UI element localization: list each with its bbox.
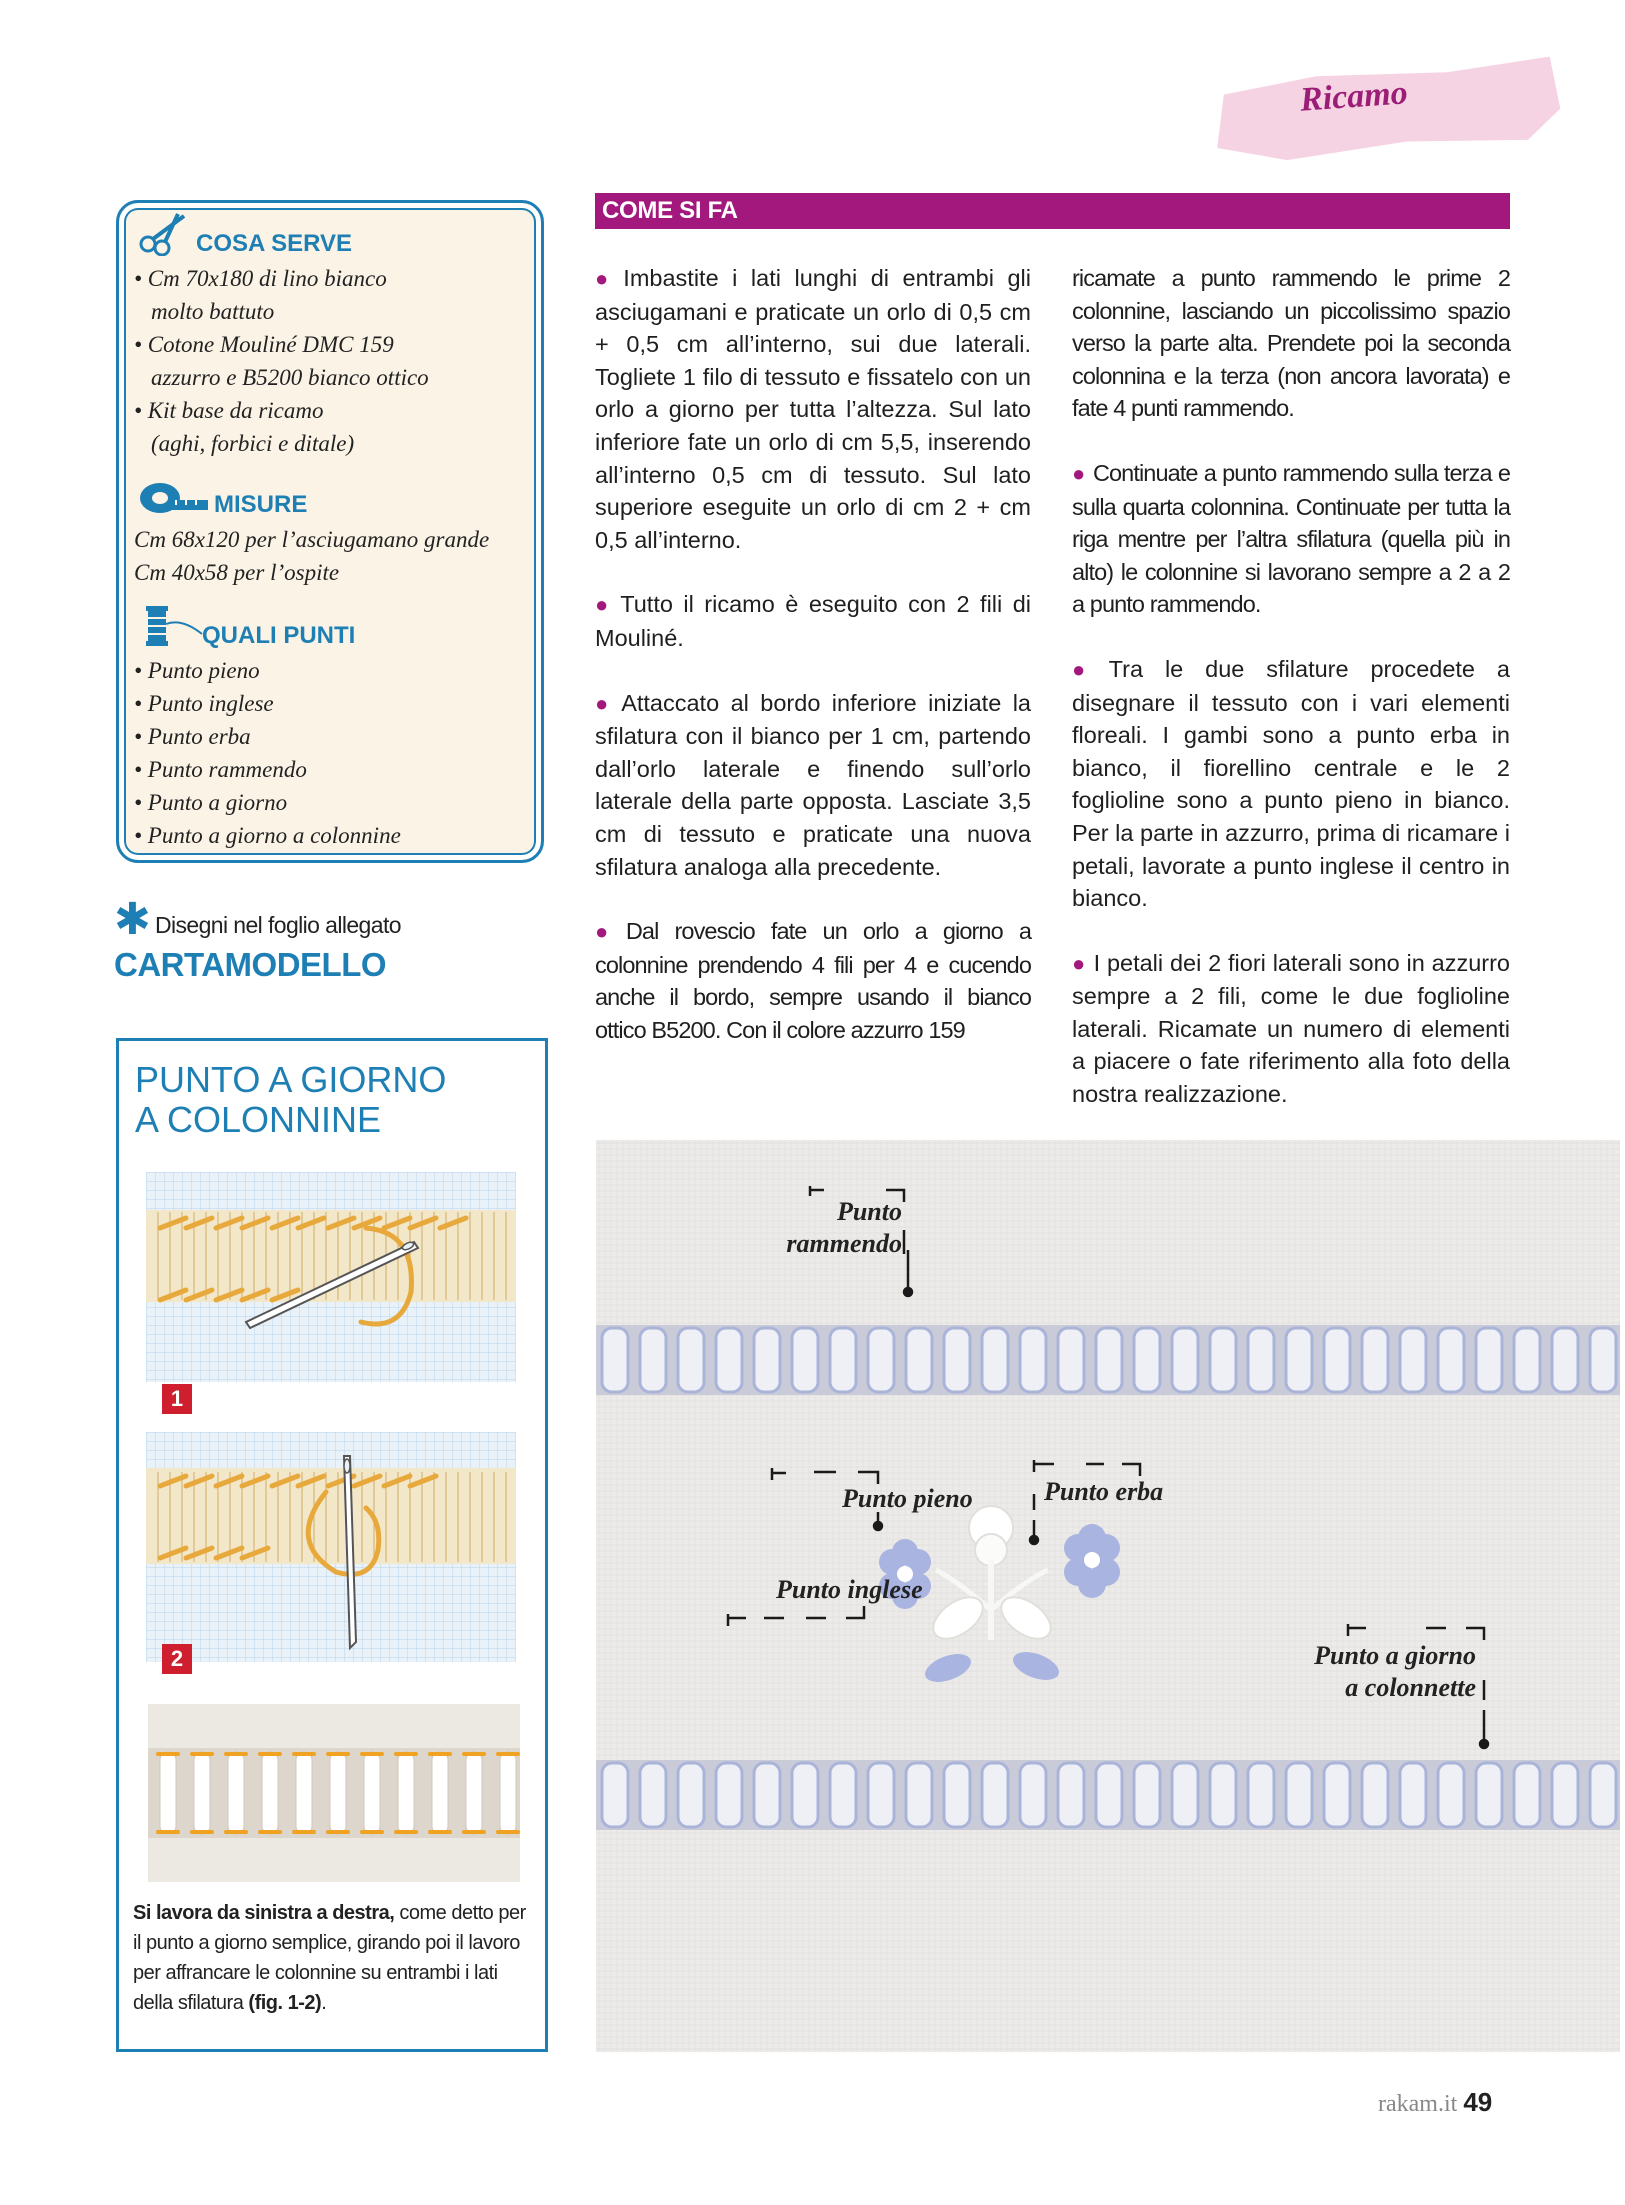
guide-title-line: A COLONNINE xyxy=(135,1099,382,1140)
quali-punti-heading: QUALI PUNTI xyxy=(202,622,356,649)
label-punto-inglese: Punto inglese xyxy=(776,1575,923,1604)
stitch-list-item: • Punto pieno xyxy=(134,658,260,683)
guide-caption xyxy=(133,1898,533,2018)
guide-caption-text: come detto per il punto a giorno semplice, girando poi il lavoro per affrancare le colonnine su entrambi i lati della sfilatura xyxy=(133,1902,526,2014)
stitch-illustration-step-2 xyxy=(146,1432,516,1667)
step-number-2: 2 xyxy=(162,1644,192,1674)
method-column-1 xyxy=(595,262,1031,1078)
bullet-icon: ● xyxy=(595,592,613,618)
tape-measure-icon xyxy=(138,480,210,521)
method-paragraph: ● Tutto il ricamo è eseguito con 2 fili di Mouliné. xyxy=(595,591,1031,651)
method-paragraph: ● Imbastite i lati lunghi di entrambi gli asciugamani e praticate un orlo di 0,5 cm + 0,5 cm all’interno, sui due laterali. Togliete 1 filo di tessuto e fissatelo con un orlo a giorno per tutta l’altezza. Sul lato inferiore fate un orlo di cm 5,5, inserendo all’interno 0,5 cm di tessuto. Sul lato superiore eseguite un orlo di cm 2 + cm 0,5 all’interno. xyxy=(595,265,1032,553)
supply-line: (aghi, forbici e ditale) xyxy=(151,431,355,456)
page-number: 49 xyxy=(1463,2087,1493,2117)
stitch-list-item: • Punto rammendo xyxy=(134,757,307,782)
guide-title xyxy=(135,1060,446,1140)
bullet-icon: ● xyxy=(595,919,618,945)
scissors-icon xyxy=(138,212,190,261)
step-number-1: 1 xyxy=(162,1384,192,1414)
label-punto-rammendo-line2: rammendo xyxy=(786,1229,902,1258)
section-tag-label: Ricamo xyxy=(1298,74,1409,119)
method-column-2 xyxy=(1072,262,1510,1143)
asterisk-icon: ✱ xyxy=(114,895,151,944)
bullet-icon: ● xyxy=(1072,950,1086,976)
guide-title-line: PUNTO A GIORNO xyxy=(135,1059,447,1100)
cartamodello-title: CARTAMODELLO xyxy=(114,946,387,983)
method-header: COME SI FA xyxy=(602,197,738,224)
page-folio xyxy=(1378,2087,1492,2118)
label-punto-pieno: Punto pieno xyxy=(842,1484,973,1513)
label-punto-a-giorno: Punto a giorno a colonnette xyxy=(1314,1641,1476,1702)
bullet-icon: ● xyxy=(1072,656,1101,682)
site-name: rakam.it xyxy=(1378,2091,1458,2117)
misure-heading: MISURE xyxy=(214,491,308,518)
supply-line: • Cm 70x180 di lino bianco xyxy=(134,266,387,291)
guide-caption-bold: Si lavora da sinistra a destra, xyxy=(133,1902,395,1924)
method-paragraph: ● I petali dei 2 fiori laterali sono in azzurro sempre a 2 fili, come le due foglioline laterali. Ricamate un numero di elementi a piacere o fate riferimento alla foto della nostra realizzazione. xyxy=(1072,949,1510,1108)
supply-line: • Kit base da ricamo xyxy=(134,398,324,423)
guide-caption-end: . xyxy=(321,1992,327,2014)
bullet-icon: ● xyxy=(595,266,616,291)
method-paragraph: ● Tra le due sfilature procedete a disegnare il tessuto con i vari elementi floreali. I gambi sono a punto erba in bianco, il fiorellino centrale e le 2 foglioline sono a punto pieno in bianco. Per la parte in azzurro, prima di ricamare i petali, lavorate a punto inglese il centro in bianco. xyxy=(1072,655,1510,912)
method-paragraph: ● Attaccato al bordo inferiore iniziate la sfilatura con il bianco per 1 cm, partendo dall’orlo laterale e finendo sull’orlo laterale della parte opposta. Lasciate 3,5 cm di tessuto e praticate una nuova sfilatura analoga alla precedente. xyxy=(595,689,1031,880)
cosa-serve-heading: COSA SERVE xyxy=(196,230,353,257)
guide-caption-ref: (fig. 1-2) xyxy=(248,1992,322,2014)
hemstitch-sample-photo xyxy=(148,1704,520,1887)
label-punto-rammendo: Punto xyxy=(836,1197,902,1226)
label-punto-erba: Punto erba xyxy=(1044,1477,1164,1506)
measure-line: Cm 68x120 per l’asciugamano grande xyxy=(134,527,490,552)
supply-line: azzurro e B5200 bianco ottico xyxy=(151,365,429,390)
thread-spool-icon xyxy=(142,604,210,655)
measure-line: Cm 40x58 per l’ospite xyxy=(134,560,340,585)
method-paragraph: ● Continuate a punto rammendo sulla terza e sulla quarta colonnina. Continuate per tutta la riga mentre per l’altra sfilatura (quella più in alto) le colonnine si lavorano sempre a 2 a 2 a punto rammendo. xyxy=(1072,459,1510,618)
embroidery-photo xyxy=(596,1140,1620,2052)
supply-line: molto battuto xyxy=(151,299,275,324)
bullet-icon: ● xyxy=(595,690,614,716)
stitch-illustration-step-1 xyxy=(146,1172,516,1387)
stitch-list-item: • Punto a giorno a colonnine xyxy=(134,823,401,848)
stitch-list-item: • Punto erba xyxy=(134,724,251,749)
method-paragraph: ricamate a punto rammendo le prime 2 colonnine, lasciando un piccolissimo spazio verso la parte alta. Prendete poi la seconda colonnina e la terza (non ancora lavorata) e fate 4 punti rammendo. xyxy=(1072,265,1510,422)
pattern-note: Disegni nel foglio allegato xyxy=(155,912,401,938)
stitch-list-item: • Punto inglese xyxy=(134,691,274,716)
bullet-icon: ● xyxy=(1072,460,1085,486)
method-paragraph: ● Dal rovescio fate un orlo a giorno a colonnine prendendo 4 fili per 4 e cucendo anche il bordo, sempre usando il bianco ottico B5200. Con il colore azzurro 159 xyxy=(595,918,1032,1043)
stitch-list-item: • Punto a giorno xyxy=(134,790,288,815)
supply-line: • Cotone Mouliné DMC 159 xyxy=(134,332,394,357)
